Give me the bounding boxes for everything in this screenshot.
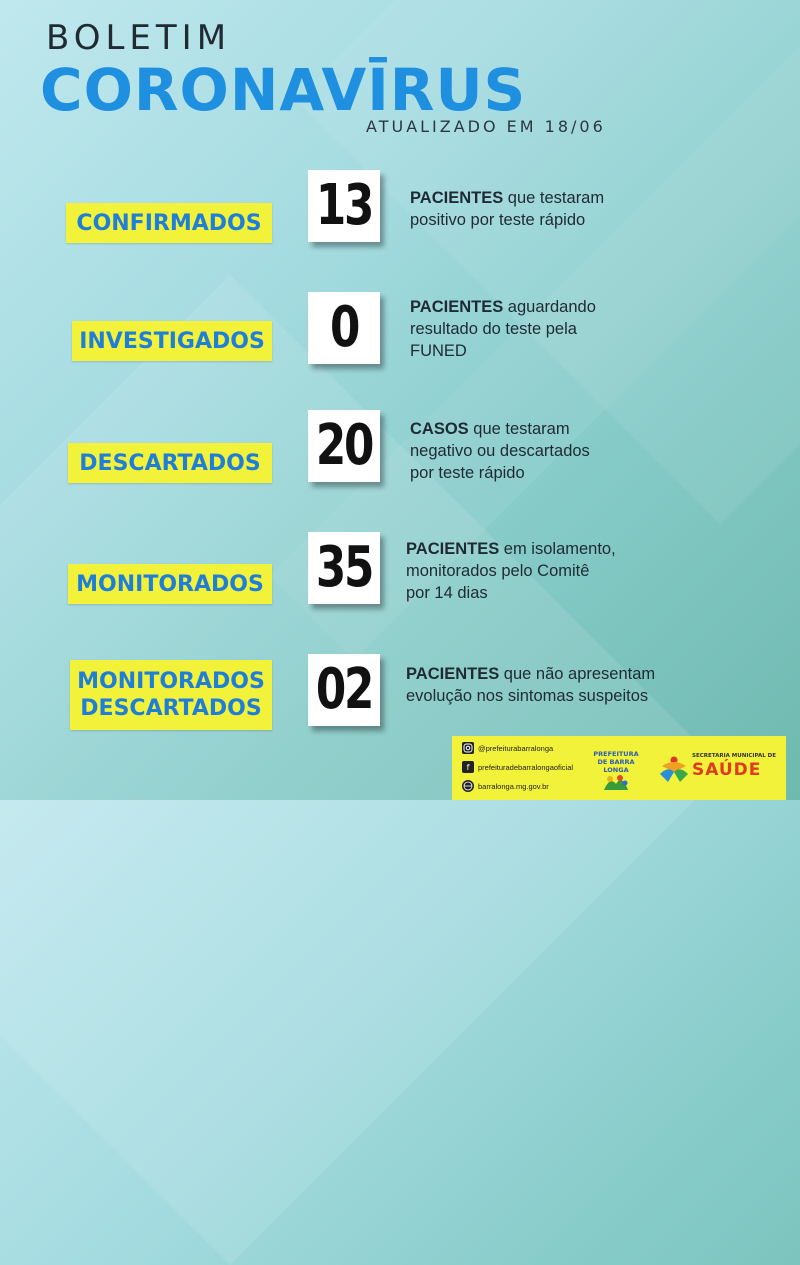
- desc-line: por 14 dias: [406, 584, 488, 602]
- desc-line: FUNED: [410, 342, 467, 360]
- number-box: [308, 410, 380, 482]
- label-text: INVESTIGADOS: [79, 328, 265, 354]
- facebook-icon: f: [462, 761, 474, 773]
- desc-bold: PACIENTES: [410, 189, 504, 207]
- desc-line: em isolamento,: [499, 540, 616, 558]
- desc-monitorados-descartados: [406, 663, 655, 707]
- instagram-icon: [462, 742, 474, 754]
- desc-bold: PACIENTES: [410, 298, 504, 316]
- label-confirmados: [66, 203, 272, 243]
- label-investigados: [72, 321, 272, 361]
- instagram-handle: @prefeiturabarralonga: [478, 743, 554, 753]
- label-monitorados: [68, 564, 272, 604]
- header-updated-date: ATUALIZADO EM 18/06: [366, 117, 606, 136]
- number-box: [308, 170, 380, 242]
- prefeitura-name: PREFEITURA DE BARRA LONGA: [593, 750, 639, 774]
- facebook-link[interactable]: [462, 761, 573, 773]
- count-descartados: 20: [315, 413, 373, 478]
- desc-monitorados: [406, 538, 616, 604]
- desc-line: que testaram: [468, 420, 570, 438]
- desc-investigados: [410, 296, 596, 362]
- secretaria-label: SECRETARIA MUNICIPAL DE: [692, 753, 776, 759]
- desc-bold: PACIENTES: [406, 665, 500, 683]
- desc-line: evolução nos sintomas suspeitos: [406, 687, 649, 705]
- number-box: [308, 292, 380, 364]
- header-title: CORONAVĪRUS: [40, 56, 527, 124]
- desc-line: negativo ou descartados: [410, 442, 590, 460]
- saude-label: SAÚDE: [692, 760, 762, 780]
- desc-line: que não apresentam: [499, 665, 656, 683]
- web-icon: [462, 780, 474, 792]
- count-monitorados-descartados: 02: [315, 657, 373, 722]
- label-monitorados-descartados: [70, 660, 272, 730]
- label-text: MONITORADOS: [76, 571, 264, 597]
- header-boletim: BOLETIM: [46, 18, 232, 58]
- instagram-link[interactable]: [462, 742, 553, 754]
- desc-line: aguardando: [503, 298, 596, 316]
- prefeitura-logo: [600, 770, 632, 796]
- desc-confirmados: [410, 187, 604, 231]
- desc-line: que testaram: [503, 189, 605, 207]
- label-text: CONFIRMADOS: [76, 210, 262, 236]
- desc-bold: CASOS: [410, 420, 469, 438]
- desc-line: monitorados pelo Comitê: [406, 562, 590, 580]
- label-text: DESCARTADOS: [80, 696, 262, 721]
- desc-line: resultado do teste pela: [410, 320, 577, 338]
- desc-line: por teste rápido: [410, 464, 525, 482]
- facebook-handle: prefeituradebarralongaoficial: [478, 762, 574, 772]
- desc-line: positivo por teste rápido: [410, 211, 586, 229]
- label-descartados: [68, 443, 272, 483]
- count-confirmados: 13: [315, 173, 373, 238]
- label-text: DESCARTADOS: [79, 450, 261, 476]
- desc-descartados: [410, 418, 590, 484]
- count-monitorados: 35: [315, 535, 373, 600]
- website-link[interactable]: [462, 780, 549, 792]
- number-box: [308, 532, 380, 604]
- footer-bar: [452, 736, 786, 800]
- label-text: MONITORADOS: [77, 669, 265, 694]
- count-investigados: 0: [329, 295, 359, 360]
- number-box: [308, 654, 380, 726]
- desc-bold: PACIENTES: [406, 540, 500, 558]
- website-url: barralonga.mg.gov.br: [478, 781, 549, 791]
- saude-logo: [658, 754, 690, 788]
